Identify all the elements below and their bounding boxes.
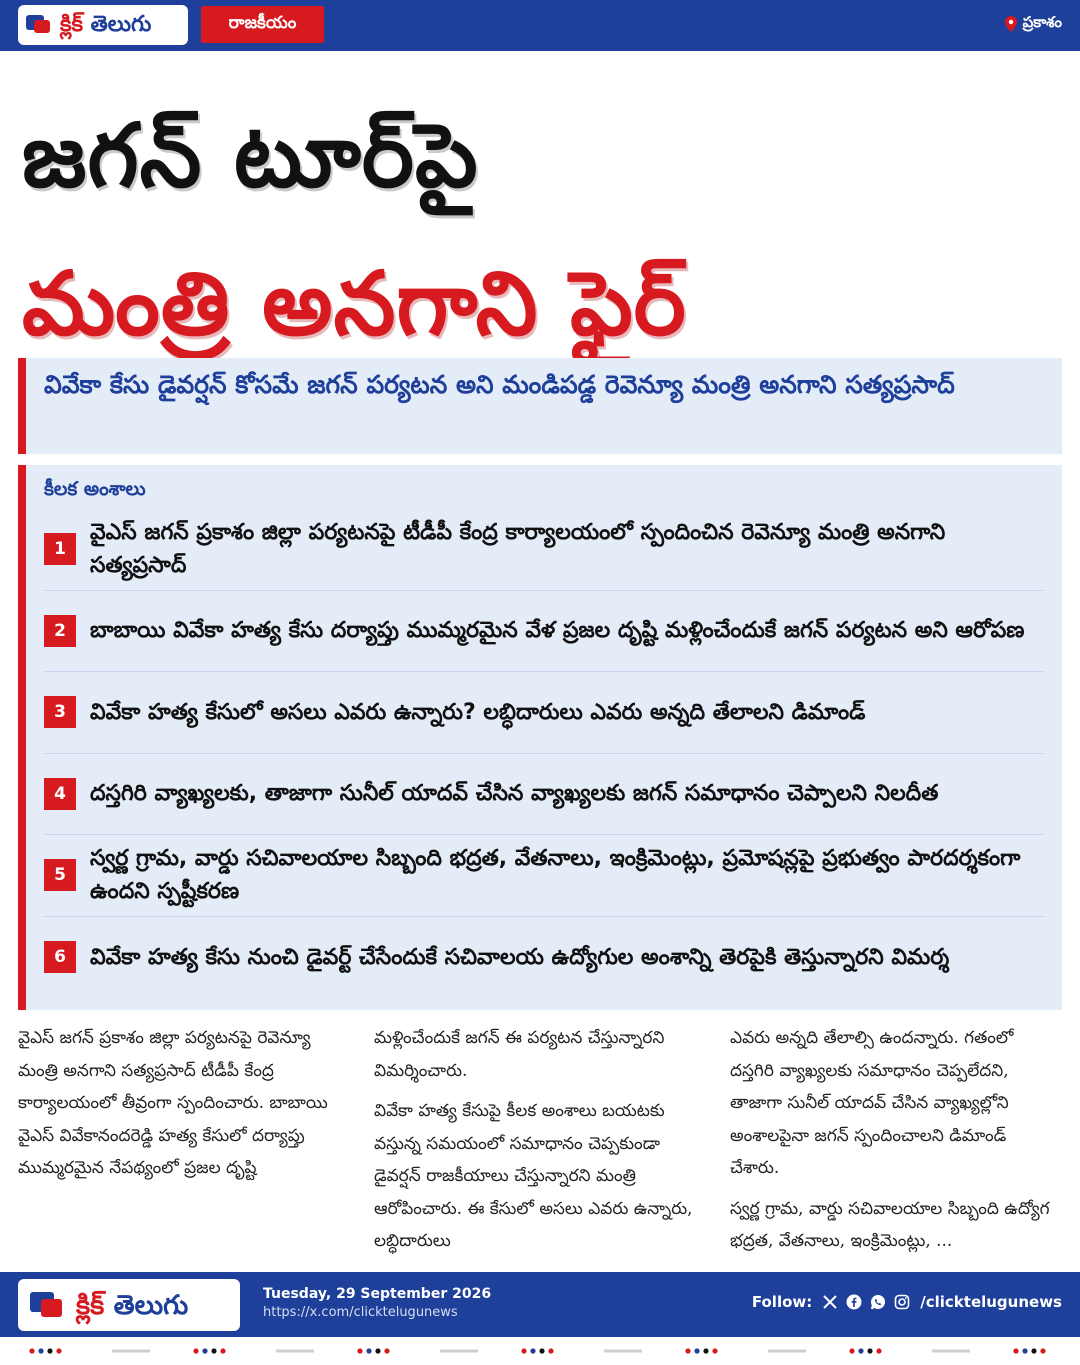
article-column-1	[18, 1022, 344, 1262]
key-point-item	[44, 591, 1044, 673]
footer-url-link[interactable]: https://x.com/clicktelugunews	[263, 1305, 458, 1320]
social-links	[752, 1293, 1062, 1311]
key-point-number: 3	[44, 696, 76, 728]
article-paragraph: వివేకా హత్య కేసుపై కీలక అంశాలు బయటకు వస్తున్న సమయంలో సమాధానం చెప్పకుండా డైవర్షన్ రాజకీయాలు చేస్తున్నారని మంత్రి ఆరోపించారు. ఈ కేసులో అసలు ఎవరు ఉన్నారు, లబ్ధిదారులు	[374, 1101, 693, 1251]
key-point-number: 1	[44, 533, 76, 565]
location-label: ప్రకాశం	[1022, 13, 1062, 31]
key-point-text: స్వర్ణ గ్రామ, వార్డు సచివాలయాల సిబ్బంది భద్రత, వేతనాలు, ఇంక్రిమెంట్లు, ప్రమోషన్లపై ప్రభుత్వం పారదర్శకంగా ఉందని స్పష్టీకరణ	[90, 846, 1021, 905]
article-paragraph: ఎవరు అన్నది తేలాల్సి ఉందన్నారు. గతంలో దస్తగిరి వ్యాఖ్యలకు సమాధానం చెప్పలేదని, తాజాగా సునీల్ యాదవ్ చేసిన వ్యాఖ్యల్లోని అంశాలపైనా జగన్ స్పందించాలని డిమాండ్ చేశారు.	[730, 1028, 1014, 1178]
key-point-text: దస్తగిరి వ్యాఖ్యలకు, తాజాగా సునీల్ యాదవ్ చేసిన వ్యాఖ్యలకు జగన్ సమాధానం చెప్పాలని నిలదీత	[90, 781, 939, 807]
key-point-number: 4	[44, 778, 76, 810]
publish-date: Tuesday, 29 September 2026	[263, 1286, 492, 1302]
top-bar	[0, 0, 1080, 51]
headline	[22, 82, 1062, 378]
chat-bubbles-logo-icon	[30, 1290, 64, 1320]
headline-line-1: జగన్ టూర్‌పై	[22, 104, 479, 207]
key-point-text: వివేకా హత్య కేసులో అసలు ఎవరు ఉన్నారు? లబ్ధిదారులు ఎవరు అన్నది తేలాలని డిమాండ్	[90, 699, 866, 725]
key-point-number: 5	[44, 859, 76, 891]
facebook-icon[interactable]	[846, 1294, 862, 1310]
key-point-number: 2	[44, 615, 76, 647]
key-point-item	[44, 917, 1044, 999]
article-column-3	[730, 1022, 1056, 1262]
category-badge[interactable]: రాజకీయం	[201, 6, 324, 43]
footer-bar	[0, 1272, 1080, 1337]
key-point-number: 6	[44, 941, 76, 973]
location-tag	[1005, 13, 1062, 35]
map-pin-icon	[1005, 16, 1017, 32]
whatsapp-icon[interactable]	[870, 1294, 886, 1310]
follow-label: Follow:	[751, 1293, 813, 1311]
key-point-text: బాబాయి వివేకా హత్య కేసు దర్యాప్తు ముమ్మరమైన వేళ ప్రజల దృష్టి మళ్లించేందుకే జగన్ పర్యటన అని ఆరోపణ	[90, 618, 1025, 644]
key-points-list	[44, 509, 1044, 998]
x-icon[interactable]	[822, 1294, 838, 1310]
headline-line-2: మంత్రి అనగాని ఫైర్	[22, 252, 687, 355]
article-paragraph: వైఎస్ జగన్ ప్రకాశం జిల్లా పర్యటనపై రెవెన్యూ మంత్రి అనగాని సత్యప్రసాద్ టీడీపీ కేంద్ర కార్యాలయంలో తీవ్రంగా స్పందించారు. బాబాయి వైఎస్ వివేకానందరెడ్డి హత్య కేసులో దర్యాప్తు ముమ్మరమైన నేపథ్యంలో ప్రజల దృష్టి	[18, 1028, 328, 1178]
key-point-item	[44, 509, 1044, 591]
chat-bubbles-logo-icon	[26, 13, 52, 37]
key-point-text: వివేకా హత్య కేసు నుంచి డైవర్ట్ చేసేందుకే సచివాలయ ఉద్యోగుల అంశాన్ని తెరపైకి తెస్తున్నారని విమర్శ	[90, 944, 950, 970]
dot-pattern	[0, 1337, 1080, 1365]
brand-logo[interactable]	[18, 5, 188, 45]
key-points-heading: కీలక అంశాలు	[44, 478, 146, 500]
article-body	[18, 1022, 1062, 1262]
instagram-icon[interactable]	[894, 1294, 910, 1310]
key-point-item	[44, 672, 1044, 754]
article-paragraph: మళ్లించేందుకే జగన్ ఈ పర్యటన చేస్తున్నారని విమర్శించారు.	[374, 1028, 665, 1081]
key-point-text: వైఎస్ జగన్ ప్రకాశం జిల్లా పర్యటనపై టీడీపీ కేంద్ర కార్యాలయంలో స్పందించిన రెవెన్యూ మంత్రి అనగాని సత్యప్రసాద్	[90, 520, 946, 579]
summary-text: వివేకా కేసు డైవర్షన్ కోసమే జగన్ పర్యటన అని మండిపడ్డ రెవెన్యూ మంత్రి అనగాని సత్యప్రసాద్	[44, 370, 955, 399]
key-point-item	[44, 754, 1044, 836]
decorative-dot-strip	[0, 1337, 1080, 1365]
article-paragraph: స్వర్ణ గ్రామ, వార్డు సచివాలయాల సిబ్బంది ఉద్యోగ భద్రత, వేతనాలు, ఇంక్రిమెంట్లు, ...	[730, 1198, 1050, 1251]
summary-box	[18, 358, 1062, 454]
article-column-2	[374, 1022, 700, 1262]
footer-brand-name: క్లిక్ తెలుగు	[76, 1289, 189, 1321]
brand-name: క్లిక్ తెలుగు	[60, 12, 152, 37]
social-handle[interactable]: /clicktelugunews	[920, 1293, 1062, 1311]
footer-brand-logo[interactable]	[18, 1279, 240, 1331]
key-point-item	[44, 835, 1044, 917]
key-points-panel	[18, 465, 1062, 1010]
